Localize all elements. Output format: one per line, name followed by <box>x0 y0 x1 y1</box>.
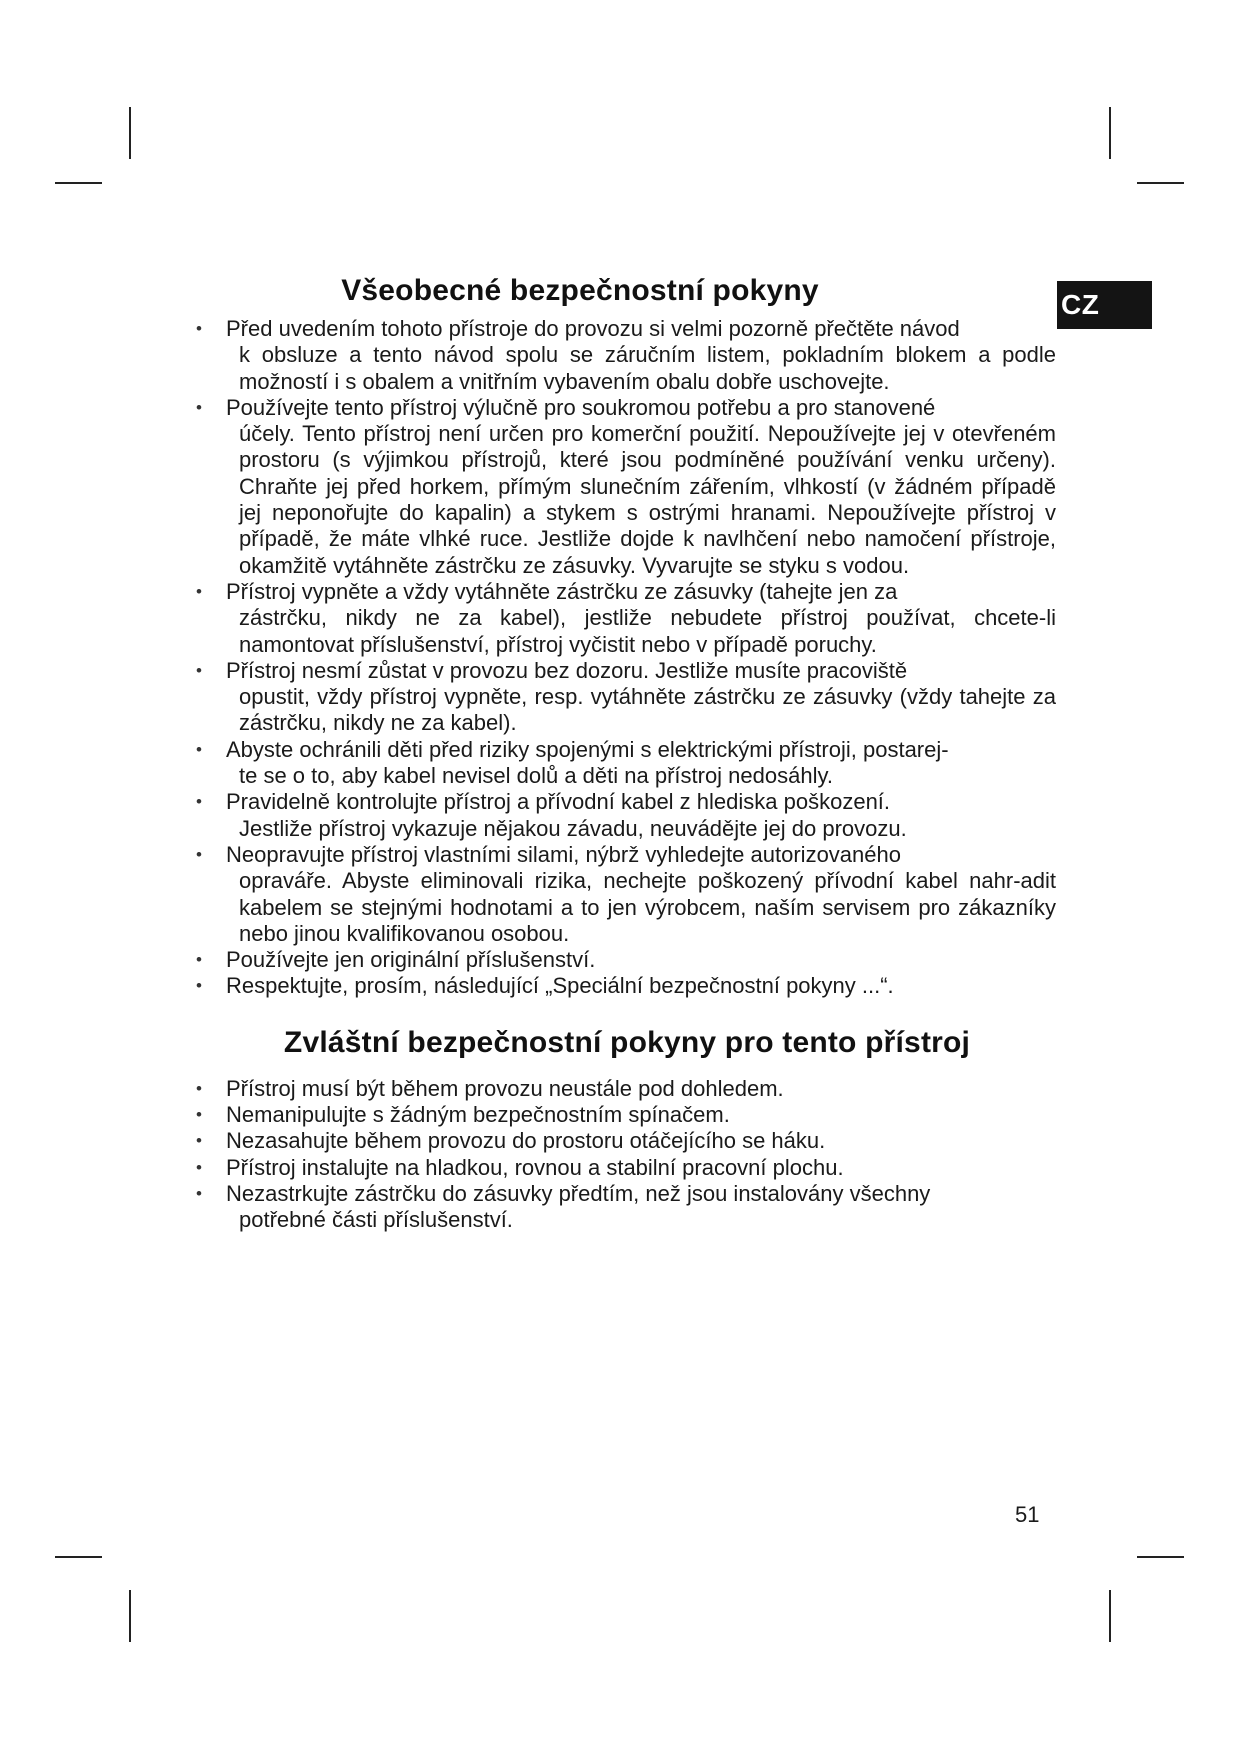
list-item <box>196 789 1056 842</box>
list-item-continuation: opraváře. Abyste eliminovali rizika, nechejte poškozený přívodní kabel nahr-adit kabelem se stejnými hodnotami a to jen výrobcem, naším servisem pro zákazníky nebo jinou kvalifikovanou osobou. <box>239 868 1056 946</box>
list-item-first-line: • Přístroj musí být během provozu neustále pod dohledem. <box>226 1075 784 1101</box>
general-safety-list <box>196 316 1056 1000</box>
page-content <box>196 271 1056 1234</box>
list-item <box>196 1128 1056 1154</box>
page-number: 51 <box>1015 1502 1040 1527</box>
list-item-first-line: • Přístroj instalujte na hladkou, rovnou a stabilní pracovní plochu. <box>226 1154 844 1180</box>
list-item-continuation: k obsluze a tento návod spolu se záručním listem, pokladním blokem a podle možností i s obalem a vnitřním vybavením obalu dobře uschovejte. <box>239 342 1056 394</box>
list-item <box>196 947 1056 973</box>
crop-mark-top-right-vertical <box>1109 107 1111 159</box>
list-item <box>196 579 1056 658</box>
list-item-first-line: • Nemanipulujte s žádným bezpečnostním spínačem. <box>226 1102 730 1128</box>
list-item <box>196 1181 1056 1234</box>
list-item-first-line: • Pravidelně kontrolujte přístroj a přívodní kabel z hlediska poškození. <box>226 789 891 815</box>
list-item-first-line: • Nezasahujte během provozu do prostoru otáčejícího se háku. <box>226 1128 826 1154</box>
crop-mark-bottom-right-horizontal <box>1137 1556 1184 1558</box>
list-item-first-line: • Používejte tento přístroj výlučně pro soukromou potřebu a pro stanovené <box>226 394 936 420</box>
list-item <box>196 395 1056 579</box>
list-item-first-line: • Přístroj nesmí zůstat v provozu bez dozoru. Jestliže musíte pracoviště <box>226 657 908 683</box>
list-item-first-line: • Přístroj vypněte a vždy vytáhněte zástrčku ze zásuvky (tahejte jen za <box>226 578 898 604</box>
crop-mark-bottom-left-horizontal <box>55 1556 102 1558</box>
list-item <box>196 842 1056 947</box>
list-item-continuation: opustit, vždy přístroj vypněte, resp. vytáhněte zástrčku ze zásuvky (vždy tahejte za zástrčku, nikdy ne za kabel). <box>239 684 1056 736</box>
crop-mark-top-left-horizontal <box>55 182 102 184</box>
list-item <box>196 1155 1056 1181</box>
list-item <box>196 658 1056 737</box>
list-item-continuation: potřebné části příslušenství. <box>239 1207 513 1233</box>
special-safety-list <box>196 1076 1056 1234</box>
section-title-special-safety: Zvláštní bezpečnostní pokyny pro tento přístroj <box>283 1025 971 1059</box>
list-item <box>196 737 1056 790</box>
list-item-continuation: účely. Tento přístroj není určen pro komerční použití. Nepoužívejte jej v otevřeném prostoru (s výjimkou přístrojů, které jsou podmíněné používání venku určeny). Chraňte jej před horkem, přímým slunečním zářením, vlhkostí (v žádném případě jej neponořujte do kapalin) a stykem s ostrými hranami. Nepoužívejte přístroj v případě, že máte vlhké ruce. Jestliže dojde k navlhčení nebo namočení přístroje, okamžitě vytáhněte zástrčku ze zásuvky. Vyvarujte se styku s vodou. <box>239 421 1056 578</box>
list-item-first-line: • Respektujte, prosím, následující „Speciální bezpečnostní pokyny ...“. <box>226 973 894 999</box>
language-tab: CZ <box>1057 281 1152 329</box>
crop-mark-bottom-left-vertical <box>129 1590 131 1642</box>
list-item <box>196 1076 1056 1102</box>
list-item <box>196 316 1056 395</box>
crop-mark-top-left-vertical <box>129 107 131 159</box>
crop-mark-top-right-horizontal <box>1137 182 1184 184</box>
list-item-continuation: te se o to, aby kabel nevisel dolů a děti na přístroj nedosáhly. <box>239 763 833 789</box>
list-item-first-line: • Používejte jen originální příslušenství. <box>226 947 596 973</box>
section-title-general-safety: Všeobecné bezpečnostní pokyny <box>341 274 819 307</box>
list-item-first-line: • Nezastrkujte zástrčku do zásuvky předtím, než jsou instalovány všechny <box>226 1180 931 1206</box>
list-item-first-line: • Před uvedením tohoto přístroje do provozu si velmi pozorně přečtěte návod <box>226 316 960 341</box>
crop-mark-bottom-right-vertical <box>1109 1590 1111 1642</box>
list-item <box>196 1102 1056 1128</box>
list-item-continuation: zástrčku, nikdy ne za kabel), jestliže nebudete přístroj používat, chcete-li namontovat příslušenství, přístroj vyčistit nebo v případě poruchy. <box>239 605 1056 657</box>
list-item-first-line: • Neopravujte přístroj vlastními silami, nýbrž vyhledejte autorizovaného <box>226 841 901 867</box>
list-item <box>196 973 1056 999</box>
list-item-continuation: Jestliže přístroj vykazuje nějakou závadu, neuvádějte jej do provozu. <box>239 815 907 841</box>
list-item-first-line: • Abyste ochránili děti před riziky spojenými s elektrickými přístroji, postarej- <box>226 736 949 762</box>
